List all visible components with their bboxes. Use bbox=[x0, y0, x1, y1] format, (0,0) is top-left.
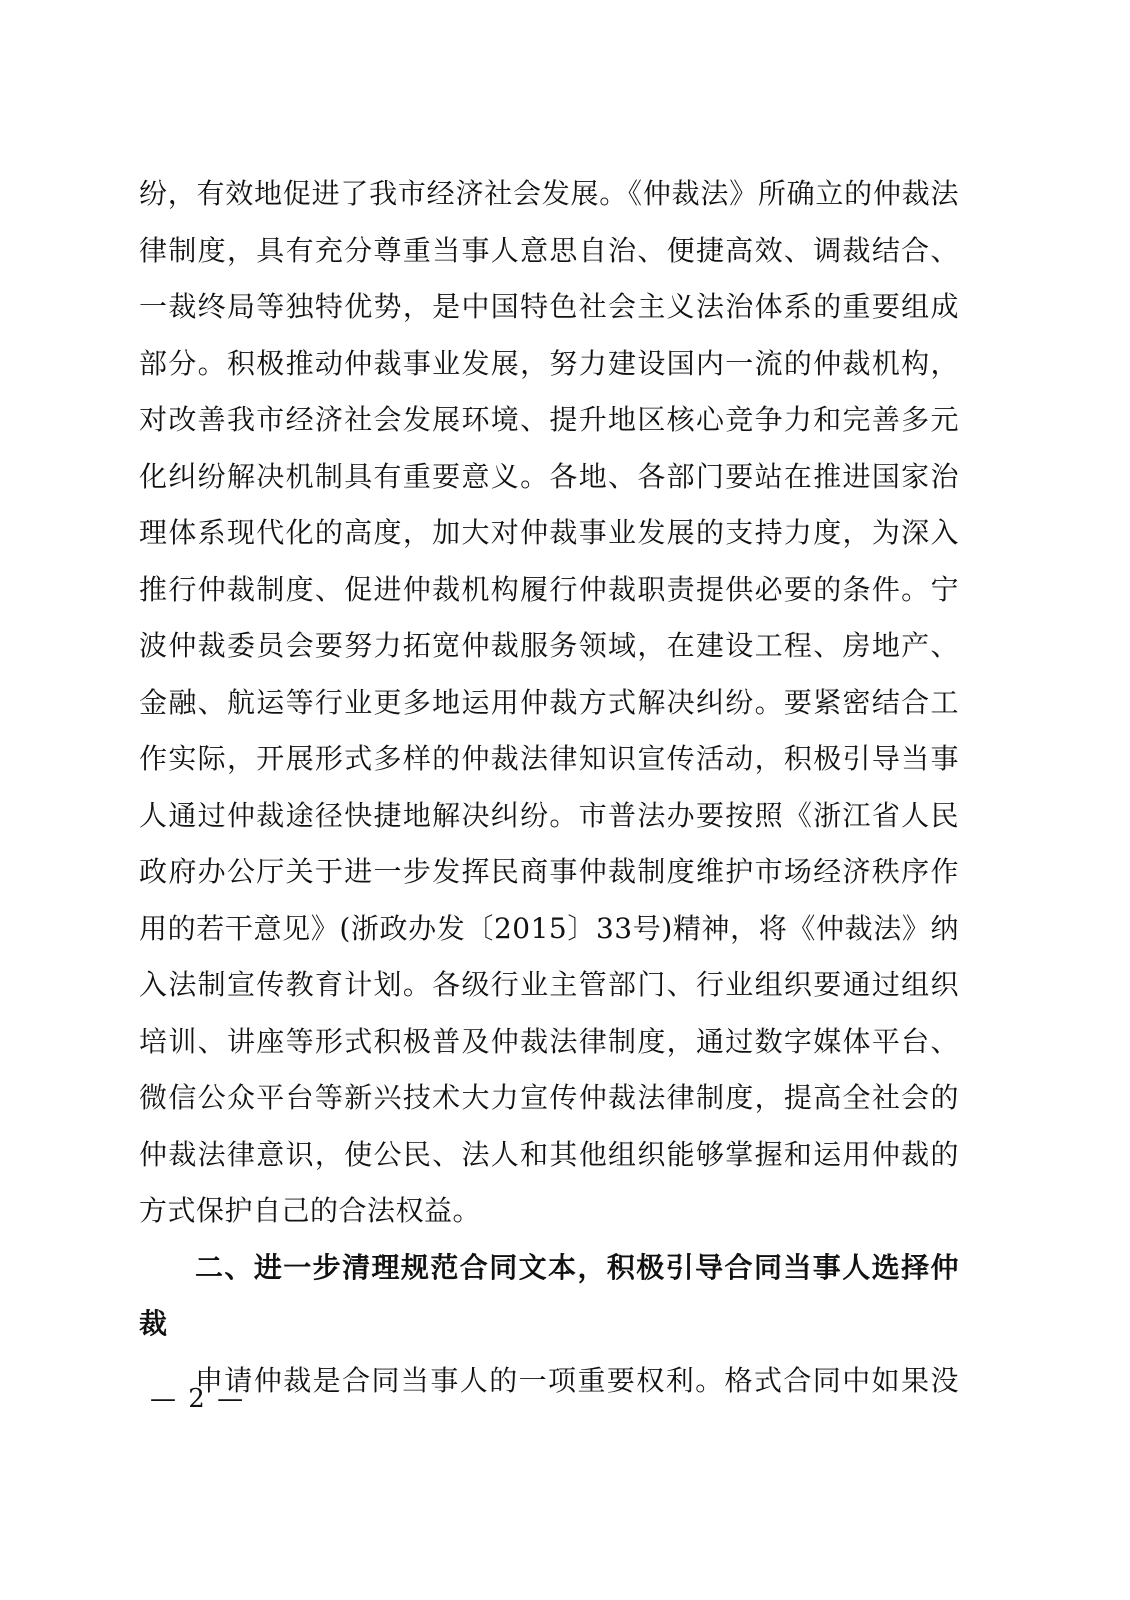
paragraph-line: 方式保护自己的合法权益。 bbox=[139, 1194, 482, 1227]
paragraph-line: 申请仲裁是合同当事人的一项重要权利。格式合同中如果没 bbox=[195, 1364, 959, 1397]
paragraph-line: 入法制宣传教育计划。各级行业主管部门、行业组织要通过组织 bbox=[139, 968, 959, 1001]
page-number: — 2 — bbox=[150, 1384, 246, 1414]
paragraph-line: 化纠纷解决机制具有重要意义。各地、各部门要站在推进国家治 bbox=[139, 460, 959, 493]
section-heading: 二、进一步清理规范合同文本，积极引导合同当事人选择仲 bbox=[195, 1251, 959, 1284]
paragraph-line: 理体系现代化的高度，加大对仲裁事业发展的支持力度，为深入 bbox=[139, 516, 959, 549]
paragraph-line: 波仲裁委员会要努力拓宽仲裁服务领域，在建设工程、房地产、 bbox=[139, 629, 959, 662]
paragraph-line: 一裁终局等独特优势，是中国特色社会主义法治体系的重要组成 bbox=[139, 290, 959, 323]
paragraph-line: 用的若干意见》(浙政办发〔2015〕33号)精神，将《仲裁法》纳 bbox=[139, 912, 959, 945]
paragraph-line: 政府办公厅关于进一步发挥民商事仲裁制度维护市场经济秩序作 bbox=[139, 855, 959, 888]
paragraph-line: 仲裁法律意识，使公民、法人和其他组织能够掌握和运用仲裁的 bbox=[139, 1138, 959, 1171]
paragraph-line: 部分。积极推动仲裁事业发展，努力建设国内一流的仲裁机构， bbox=[139, 347, 959, 380]
paragraph-line: 人通过仲裁途径快捷地解决纠纷。市普法办要按照《浙江省人民 bbox=[139, 799, 959, 832]
paragraph-line: 对改善我市经济社会发展环境、提升地区核心竞争力和完善多元 bbox=[139, 403, 959, 436]
paragraph-line: 推行仲裁制度、促进仲裁机构履行仲裁职责提供必要的条件。宁 bbox=[139, 573, 959, 606]
paragraph-line: 律制度，具有充分尊重当事人意思自治、便捷高效、调裁结合、 bbox=[139, 234, 959, 267]
paragraph-line: 培训、讲座等形式积极普及仲裁法律制度，通过数字媒体平台、 bbox=[139, 1025, 959, 1058]
paragraph-line: 纷，有效地促进了我市经济社会发展。《仲裁法》所确立的仲裁法 bbox=[139, 177, 959, 210]
paragraph-line: 金融、航运等行业更多地运用仲裁方式解决纠纷。要紧密结合工 bbox=[139, 686, 959, 719]
section-heading-continuation: 裁 bbox=[139, 1307, 168, 1340]
paragraph-line: 作实际，开展形式多样的仲裁法律知识宣传活动，积极引导当事 bbox=[139, 742, 959, 775]
paragraph-line: 微信公众平台等新兴技术大力宣传仲裁法律制度，提高全社会的 bbox=[139, 1081, 959, 1114]
